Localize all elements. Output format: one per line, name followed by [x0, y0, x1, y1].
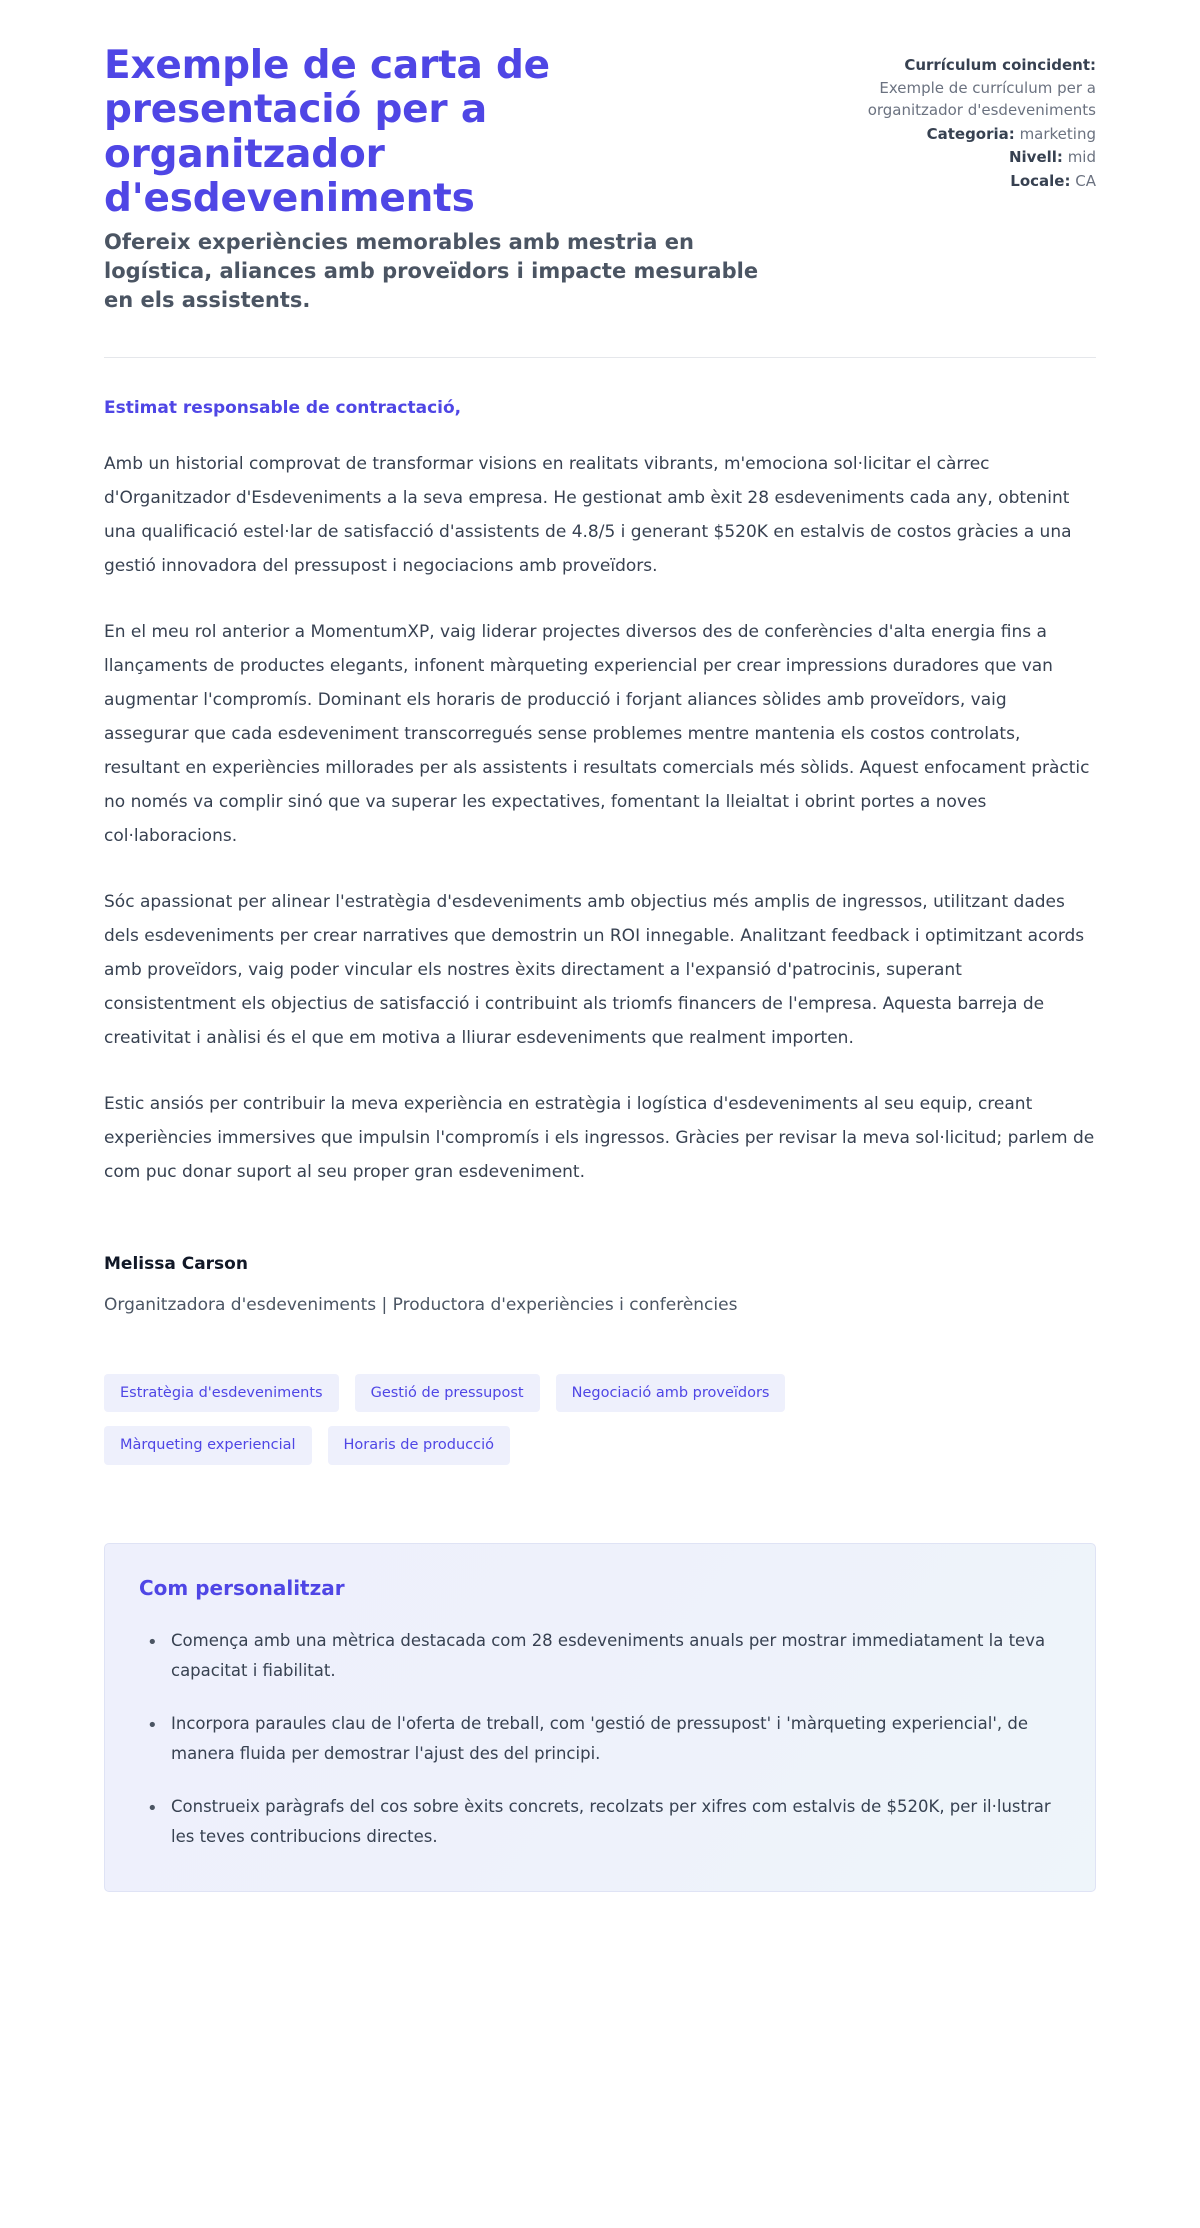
letter-paragraph: Sóc apassionat per alinear l'estratègia d'esdeveniments amb objectius més amplis de ingressos, utilitzant dades dels esdeveniments per crear narratives que demostrin un ROI innegable. Analitzant feedback i optimitzant acords amb proveïdors, vaig poder vincular els nostres èxits directament a l'expansió d'patrocinis, superant consistentment els objectius de satisfacció i contribuint als triomfs financers de l'empresa. Aquesta barreja de creativitat i anàlisi és el que em motiva a lliurar esdeveniments que realment importen. — [104, 892, 1085, 1049]
locale-label: Locale: — [1010, 171, 1071, 190]
document-metadata — [816, 44, 1096, 193]
page-subtitle: Ofereix experiències memorables amb mestria en logística, aliances amb proveïdors i impacte mesurable en els assistents. — [104, 229, 759, 312]
signer-name: Melissa Carson — [104, 1254, 248, 1275]
callout-tip-item: • Incorpora paraules clau de l'oferta de treball, com 'gestió de pressupost' i 'màrqueting experiencial', de manera fluida per demostrar l'ajust des del principi. — [165, 1709, 1061, 1770]
callout-tip-list — [139, 1626, 1061, 1853]
callout-tip-item: • Construeix paràgrafs del cos sobre èxits concrets, recolzats per xifres com estalvis de $520K, per il·lustrar les teves contribucions directes. — [165, 1792, 1061, 1853]
page-header — [104, 44, 1096, 315]
level-value: mid — [1067, 148, 1096, 166]
metadata-level — [816, 146, 1096, 169]
how-to-customize-callout — [104, 1543, 1096, 1892]
matching-resume-value: Exemple de currículum per a organitzador d'esdeveniments — [867, 78, 1096, 119]
letter-paragraph: Estic ansiós per contribuir la meva experiència en estratègia i logística d'esdeveniments al seu equip, creant experiències immersives que impulsin l'compromís i els ingressos. Gràcies per revisar la meva sol·licitud; parlem de com puc donar suport al seu proper gran esdeveniment. — [104, 1094, 1095, 1183]
letter-paragraph: En el meu rol anterior a MomentumXP, vaig liderar projectes diversos des de conferències d'alta energia fins a llançaments de productes elegants, infonent màrqueting experiencial per crear impressions duradores que van augmentar l'compromís. Dominant els horaris de producció i forjant aliances sòlides amb proveïdors, vaig assegurar que cada esdeveniment transcorregués sense problemes mentre mantenia els costos controlats, resultant en experiències millorades per als assistents i resultats comercials més sòlids. Aquest enfocament pràctic no només va complir sinó que va superar les expectatives, fomentant la lleialtat i obrint portes a noves col·laboracions. — [104, 622, 1090, 847]
matching-resume-label: Currículum coincident: — [904, 56, 1096, 74]
header-text-group — [104, 44, 776, 315]
callout-title: Com personalitzar — [139, 1575, 345, 1600]
letter-body — [104, 358, 1096, 1190]
metadata-category — [816, 123, 1096, 146]
metadata-matching-resume — [816, 54, 1096, 122]
skill-tag[interactable]: Horaris de producció — [328, 1426, 510, 1465]
category-value: marketing — [1019, 124, 1096, 143]
letter-salutation: Estimat responsable de contractació, — [104, 397, 462, 418]
skill-tag[interactable]: Màrqueting experiencial — [104, 1426, 312, 1465]
signer-role: Organitzadora d'esdeveniments | Productora d'experiències i conferències — [104, 1295, 738, 1316]
skill-tag-list — [104, 1374, 904, 1465]
page-title: Exemple de carta de presentació per a organitzador d'esdeveniments — [104, 43, 550, 222]
category-label: Categoria: — [926, 124, 1015, 143]
signature-block — [104, 1251, 1096, 1319]
skill-tag[interactable]: Estratègia d'esdeveniments — [104, 1374, 339, 1413]
callout-tip-item: • Comença amb una mètrica destacada com 28 esdeveniments anuals per mostrar immediatament la teva capacitat i fiabilitat. — [165, 1626, 1061, 1687]
metadata-locale — [816, 170, 1096, 193]
locale-value: CA — [1075, 171, 1096, 190]
skill-tag[interactable]: Negociació amb proveïdors — [556, 1374, 786, 1413]
skill-tag[interactable]: Gestió de pressupost — [355, 1374, 540, 1413]
letter-paragraph: Amb un historial comprovat de transformar visions en realitats vibrants, m'emociona sol·licitar el càrrec d'Organitzador d'Esdeveniments a la seva empresa. He gestionat amb èxit 28 esdeveniments cada any, obtenint una qualificació estel·lar de satisfacció d'assistents de 4.8/5 i generant $520K en estalvis de costos gràcies a una gestió innovadora del pressupost i negociacions amb proveïdors. — [104, 454, 1072, 577]
level-label: Nivell: — [1008, 148, 1063, 166]
